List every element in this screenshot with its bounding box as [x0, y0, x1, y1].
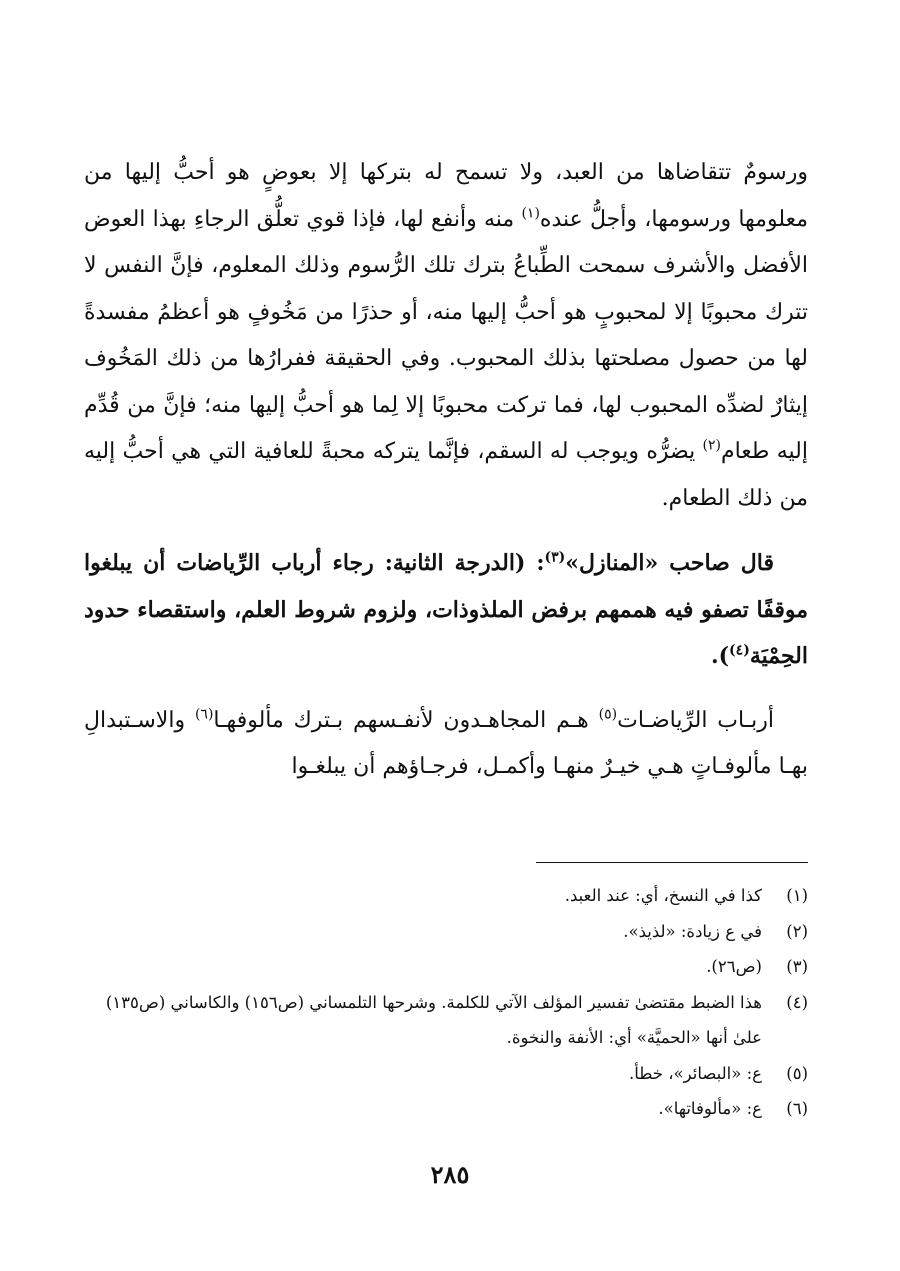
footnote-ref-2[interactable]: (٢): [702, 437, 721, 454]
paragraph-3-text-c: والاسـتبدالِ بهـا مألوفـاتٍ هـي خيـرٌ منهـا وأكمـل، فرجـاؤهم أن يبلغـوا: [84, 707, 808, 779]
paragraph-3-text-a: أربـاب الرِّياضـات: [617, 707, 774, 733]
footnote-item: [84, 914, 808, 950]
footnote-text: (ص٢٦).: [706, 957, 762, 976]
footnote-item: [84, 985, 808, 1056]
footnote-number: (٢): [786, 921, 808, 941]
footnote-ref-6[interactable]: (٦): [194, 706, 214, 723]
footnote-item: [84, 949, 808, 985]
footnote-item: [84, 878, 808, 914]
footnote-ref-4[interactable]: (٤): [729, 642, 750, 659]
footnote-item: [84, 1091, 808, 1127]
footnote-text: في ع زيادة: «لذيذ».: [623, 921, 762, 941]
footnote-text: هذا الضبط مقتضىٰ تفسير المؤلف الآتي للكلمة. وشرحها التلمساني (ص١٥٦) والكاساني (ص١٣٥) علىٰ أنها «الحميَّة» أي: الأنفة والنخوة.: [105, 992, 762, 1047]
footnote-text: كذا في النسخ، أي: عند العبد.: [564, 886, 762, 905]
footnote-text: ع: «البصائر»، خطأ.: [628, 1063, 762, 1083]
paragraph-1-text-a: ورسومٌ تتقاضاها من العبد، ولا تسمح له بتركها إلا بعوضٍ هو أحبُّ إليها من معلومها ورسومها، وأجلُّ عنده: [84, 160, 808, 232]
quote-text: : (الدرجة الثانية: رجاء أرباب الرِّياضات أن يبلغوا موقفًا تصفو فيه هممهم برفض الملذوذات، ولزوم شروط العلم، واستقصاء حدود الحِمْيَة: [84, 550, 808, 669]
page-number: ٢٨٥: [430, 1160, 470, 1189]
footnote-number: (٣): [786, 957, 808, 976]
footnote-number: (٤): [786, 992, 808, 1012]
footnote-number: (٦): [786, 1099, 808, 1118]
footnote-item: [84, 1056, 808, 1092]
paragraph-1-text-b: منه وأنفع لها، فإذا قوي تعلُّق الرجاءِ بهذا العوض الأفضل والأشرف سمحت الطِّباعُ بترك تلك الرُّسوم وذلك المعلوم، فإنَّ النفس لا تترك محبوبًا إلا لمحبوبٍ هو أحبُّ إليها منه، أو حذرًا من مَخُوفٍ هو أعظمُ مفسدةً لها من حصول مصلحتها بذلك المحبوب. وفي الحقيقة ففرارُها من ذلك المَخُوف إيثارٌ لضدِّه المحبوب لها، فما تركت محبوبًا إلا لِما هو أحبُّ إليها منه؛ فإنَّ من قُدِّم إليه طعام: [84, 206, 808, 464]
quote-source-label: قال صاحب «المنازل»: [565, 550, 775, 576]
footnote-ref-1[interactable]: (١): [521, 205, 540, 222]
footnote-ref-3[interactable]: (٣): [544, 549, 566, 566]
paragraph-3: [84, 698, 808, 791]
paragraph-1-text-c: يضرُّه ويوجب له السقم، فإنَّما يتركه محبةً للعافية التي هي أحبُّ إليه من ذلك الطعام.: [84, 439, 808, 511]
paragraph-1: [84, 150, 808, 522]
main-text: [84, 150, 808, 791]
paragraph-3-text-b: هـم المجاهـدون لأنفـسهم بـترك مألوفهـا: [213, 707, 599, 733]
footnote-ref-5[interactable]: (٥): [598, 706, 618, 723]
footnote-separator: [536, 862, 808, 863]
footnote-text: ع: «مألوفاتها».: [658, 1099, 762, 1118]
footnotes-list: [84, 878, 808, 1127]
footnote-number: (١): [786, 886, 808, 905]
paragraph-2-quote: [84, 540, 808, 680]
footnote-number: (٥): [786, 1063, 808, 1083]
quote-close: ).: [710, 643, 730, 669]
